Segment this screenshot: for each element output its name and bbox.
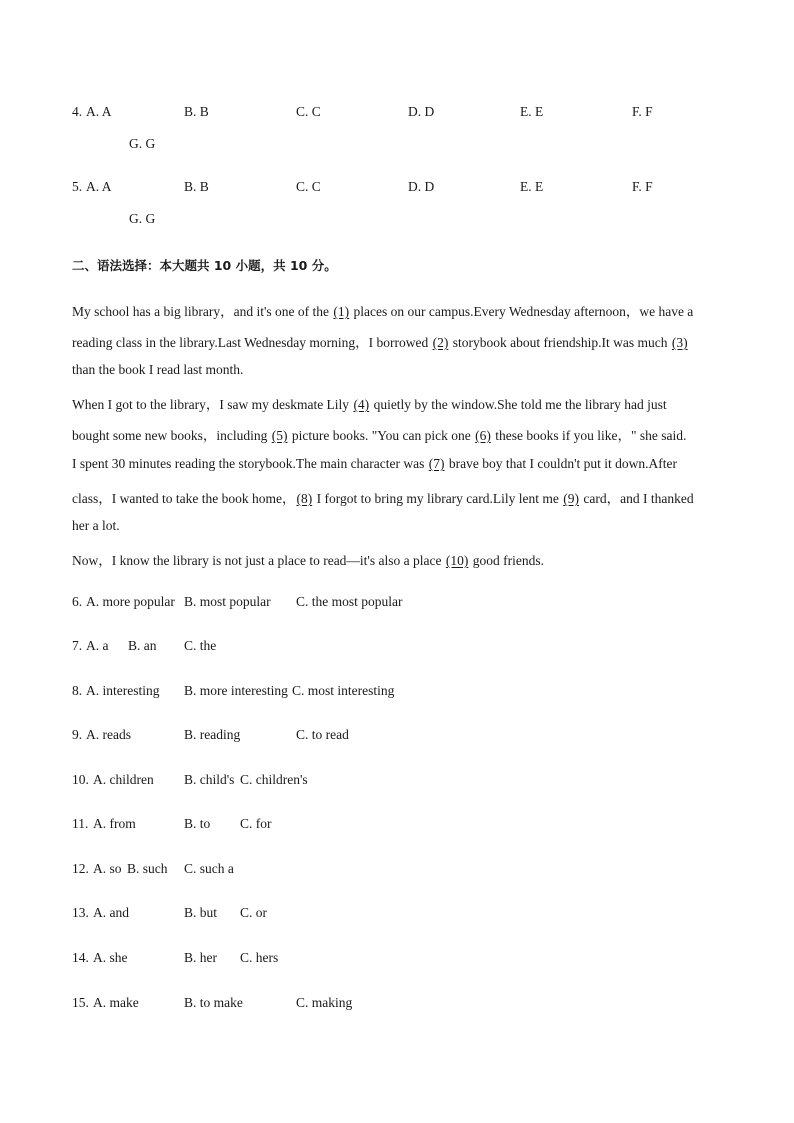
option-b: B. reading — [184, 727, 241, 742]
passage-line — [72, 424, 686, 444]
option-b: B. such — [127, 861, 168, 876]
option-c: C. making — [296, 995, 353, 1010]
passage-text: quietly by the window.She told me the library had just — [370, 397, 667, 412]
passage-line: than the book I read last month. — [72, 362, 244, 377]
option-a: A. children — [93, 772, 154, 787]
question-number: 10. — [72, 772, 89, 787]
option-c: C. children's — [240, 772, 308, 787]
passage-text: card，and I thanked — [580, 491, 694, 506]
option-a: A. a — [86, 638, 109, 653]
option-c: C. C — [296, 179, 321, 194]
blank-10: (10) — [445, 553, 469, 568]
blank-5: (5) — [271, 428, 288, 443]
passage-text: places on our campus.Every Wednesday afternoon，we have a — [350, 304, 694, 319]
option-c: C. for — [240, 816, 272, 831]
passage-line: her a lot. — [72, 518, 120, 533]
passage-line — [72, 456, 677, 472]
question-number: 4. — [72, 104, 83, 119]
blank-9: (9) — [563, 491, 580, 506]
option-a: A. she — [93, 950, 128, 965]
option-d: D. D — [408, 179, 435, 194]
option-c: C. or — [240, 905, 267, 920]
passage-text: storybook about friendship.It was much — [449, 335, 671, 350]
question-number: 15. — [72, 995, 89, 1010]
option-a: A. and — [93, 905, 129, 920]
question-number: 6. — [72, 594, 83, 609]
option-b: B. B — [184, 179, 209, 194]
blank-2: (2) — [432, 335, 449, 350]
passage-text: brave boy that I couldn't put it down.After — [445, 456, 678, 471]
option-b: B. more interesting — [184, 683, 288, 698]
option-c: C. to read — [296, 727, 349, 742]
option-e: E. E — [520, 104, 544, 119]
option-c: C. such a — [184, 861, 234, 876]
question-number: 8. — [72, 683, 83, 698]
option-a: A. so — [93, 861, 122, 876]
section-title: 二、语法选择：本大题共 10 小题，共 10 分。 — [72, 258, 337, 273]
passage-text: bought some new books，including — [72, 428, 271, 443]
option-f: F. F — [632, 179, 653, 194]
option-c: C. the — [184, 638, 217, 653]
option-a: A. make — [93, 995, 139, 1010]
option-b: B. B — [184, 104, 209, 119]
option-c: C. most interesting — [292, 683, 395, 698]
option-c: C. the most popular — [296, 594, 403, 609]
question-number: 9. — [72, 727, 83, 742]
passage-line — [72, 300, 693, 320]
option-d: D. D — [408, 104, 435, 119]
option-a: A. interesting — [86, 683, 160, 698]
blank-1: (1) — [333, 304, 350, 319]
option-b: B. an — [128, 638, 157, 653]
passage-text: Now，I know the library is not just a place to read—it's also a place — [72, 553, 445, 568]
question-number: 11. — [72, 816, 89, 831]
question-number: 5. — [72, 179, 83, 194]
blank-7: (7) — [428, 456, 445, 471]
question-number: 7. — [72, 638, 83, 653]
passage-line — [72, 487, 694, 507]
option-c: C. C — [296, 104, 321, 119]
option-a: A. reads — [86, 727, 131, 742]
passage-text: My school has a big library，and it's one of the — [72, 304, 333, 319]
blank-8: (8) — [296, 491, 313, 506]
option-a: A. A — [86, 104, 112, 119]
passage-line — [72, 393, 667, 413]
option-b: B. but — [184, 905, 218, 920]
passage-line — [72, 331, 689, 351]
question-number: 13. — [72, 905, 89, 920]
option-a: A. from — [93, 816, 136, 831]
option-b: B. her — [184, 950, 217, 965]
option-a: A. A — [86, 179, 112, 194]
option-g: G. G — [129, 211, 156, 226]
option-b: B. to make — [184, 995, 243, 1010]
passage-text: class，I wanted to take the book home， — [72, 491, 296, 506]
option-f: F. F — [632, 104, 653, 119]
option-b: B. most popular — [184, 594, 271, 609]
question-number: 12. — [72, 861, 89, 876]
passage-text: picture books. "You can pick one — [288, 428, 475, 443]
option-e: E. E — [520, 179, 544, 194]
passage-text: I spent 30 minutes reading the storybook.The main character was — [72, 456, 428, 471]
option-b: B. to — [184, 816, 211, 831]
option-g: G. G — [129, 136, 156, 151]
option-b: B. child's — [184, 772, 235, 787]
blank-6: (6) — [475, 428, 491, 443]
option-c: C. hers — [240, 950, 279, 965]
passage-text: reading class in the library.Last Wednesday morning，I borrowed — [72, 335, 432, 350]
question-number: 14. — [72, 950, 89, 965]
blank-3: (3) — [671, 335, 688, 350]
passage-text: good friends. — [469, 553, 544, 568]
passage-text: I forgot to bring my library card.Lily lent me — [313, 491, 563, 506]
passage-text: these books if you like，" she said. — [491, 428, 687, 443]
passage-text: When I got to the library，I saw my deskmate Lily — [72, 397, 353, 412]
blank-4: (4) — [353, 397, 370, 412]
passage-line — [72, 549, 544, 569]
option-a: A. more popular — [86, 594, 175, 609]
